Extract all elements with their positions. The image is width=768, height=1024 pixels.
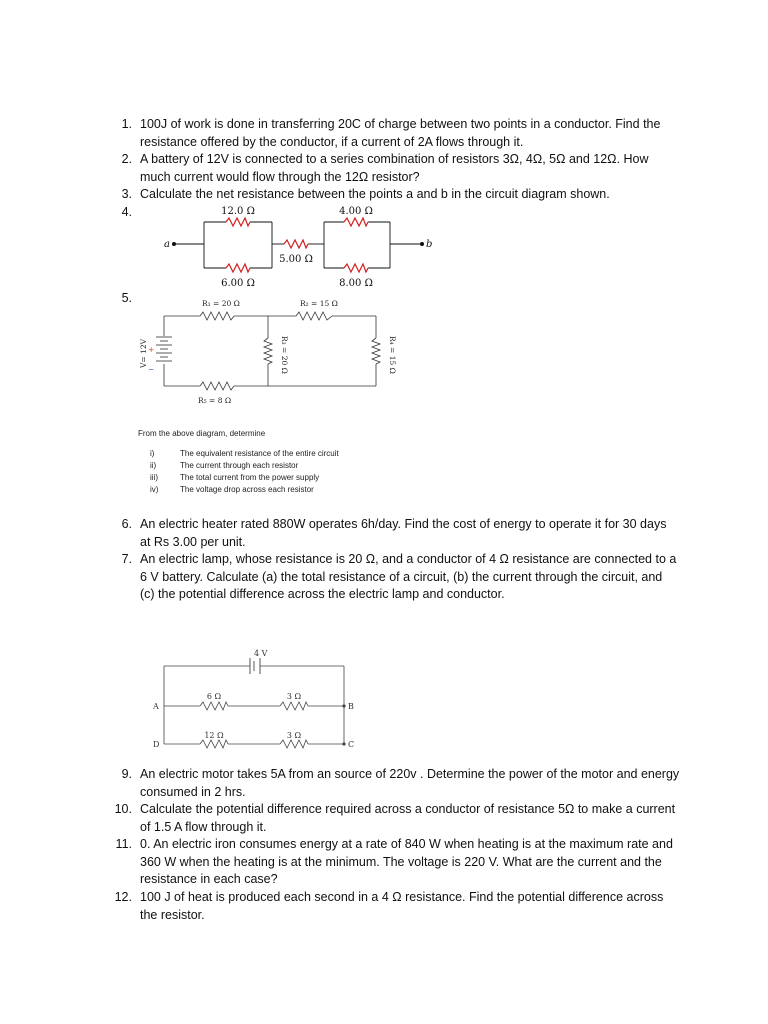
- list-item-roman: ii): [150, 461, 157, 470]
- question-text: An electric lamp, whose resistance is 20 Ω, and a conductor of 4 Ω resistance are connected to a 6 V battery. Calculate (a) the total resistance of a circuit, (b) the current through the circuit, and (c) the potential difference across the electric lamp and conductor.: [140, 552, 677, 601]
- question-number: 1.: [121, 117, 132, 131]
- r-bottom-right-label: 3 Ω: [286, 731, 302, 740]
- list-item-roman: iii): [150, 473, 158, 482]
- battery-symbol: [250, 658, 260, 674]
- diagram-caption: From the above diagram, determine: [138, 429, 266, 438]
- point-b-label: b: [426, 239, 433, 250]
- circuit-diagram-1: [160, 200, 440, 292]
- node-d-label: D: [153, 740, 160, 749]
- list-item-text: The equivalent resistance of the entire circuit: [180, 449, 339, 458]
- battery-symbol: [156, 337, 172, 361]
- node-a-dot: [172, 242, 176, 246]
- question-number: 7.: [121, 552, 132, 566]
- r-top-left-label: 6 Ω: [206, 692, 222, 701]
- question-text: Calculate the potential difference required across a conductor of resistance 5Ω to make a current of 1.5 A flow through it.: [140, 802, 676, 834]
- r-bottom-left-label: 6.00 Ω: [221, 278, 255, 289]
- list-item-text: The current through each resistor: [180, 461, 299, 470]
- list-item-text: The voltage drop across each resistor: [180, 485, 314, 494]
- r-middle-label: 5.00 Ω: [279, 254, 313, 265]
- circuit-diagram-3: [150, 644, 370, 754]
- r-top-right-label: 3 Ω: [286, 692, 302, 701]
- list-item-roman: i): [150, 449, 155, 458]
- r-bottom-right-label: 8.00 Ω: [339, 278, 373, 289]
- question-text: A battery of 12V is connected to a series combination of resistors 3Ω, 4Ω, 5Ω and 12Ω. How much current would flow through the 12Ω resistor?: [140, 152, 649, 184]
- point-a-label: a: [164, 239, 170, 250]
- r-bottom-left-label: 12 Ω: [204, 731, 224, 740]
- r1-label: R₁ = 20 Ω: [202, 299, 240, 308]
- question-number: 6.: [121, 517, 132, 531]
- r2-label: R₂ = 15 Ω: [300, 299, 338, 308]
- list-item-text: The total current from the power supply: [180, 473, 320, 482]
- r-top-left-label: 12.0 Ω: [221, 206, 255, 217]
- question-number: 4.: [121, 205, 132, 219]
- question-number: 11.: [115, 837, 132, 851]
- question-text: An electric motor takes 5A from an source of 220v . Determine the power of the motor and energy consumed in 2 hrs.: [140, 767, 680, 799]
- node-c-label: C: [348, 740, 355, 749]
- r4-label: R₄ = 15 Ω: [388, 336, 397, 374]
- voltage-label: 4 V: [254, 649, 268, 658]
- node-b-label: B: [348, 702, 354, 711]
- r-top-right-label: 4.00 Ω: [339, 206, 373, 217]
- question-number: 2.: [121, 152, 132, 166]
- question-text: Calculate the net resistance between the points a and b in the circuit diagram shown.: [140, 187, 610, 201]
- minus-label: −: [148, 365, 155, 374]
- r3-label: R₃ = 20 Ω: [280, 336, 289, 374]
- question-number: 5.: [121, 291, 132, 305]
- r5-label: R₅ = 8 Ω: [198, 396, 232, 405]
- circuit-diagram-2: [136, 294, 416, 408]
- voltage-label: V= 12V: [139, 338, 148, 368]
- node-b-dot: [420, 242, 424, 246]
- question-number: 10.: [114, 802, 132, 816]
- question-text: 100 J of heat is produced each second in a 4 Ω resistance. Find the potential difference across the resistor.: [140, 890, 664, 922]
- question-number: 9.: [121, 767, 132, 781]
- question-text: 100J of work is done in transferring 20C of charge between two points in a conductor. Find the resistance offered by the conductor, if a current of 2A flows through it.: [140, 117, 661, 149]
- question-number: 3.: [121, 187, 132, 201]
- question-text: 0. An electric iron consumes energy at a rate of 840 W when heating is at the maximum rate and 360 W when the heating is at the minimum. The voltage is 220 V. What are the current and the resistance in each case?: [140, 837, 673, 886]
- node-a-label: A: [153, 702, 159, 711]
- question-text: An electric heater rated 880W operates 6h/day. Find the cost of energy to operate it for 30 days at Rs 3.00 per unit.: [140, 517, 667, 549]
- list-item-roman: iv): [150, 485, 159, 494]
- question-number: 12.: [114, 890, 132, 904]
- plus-label: +: [148, 345, 155, 354]
